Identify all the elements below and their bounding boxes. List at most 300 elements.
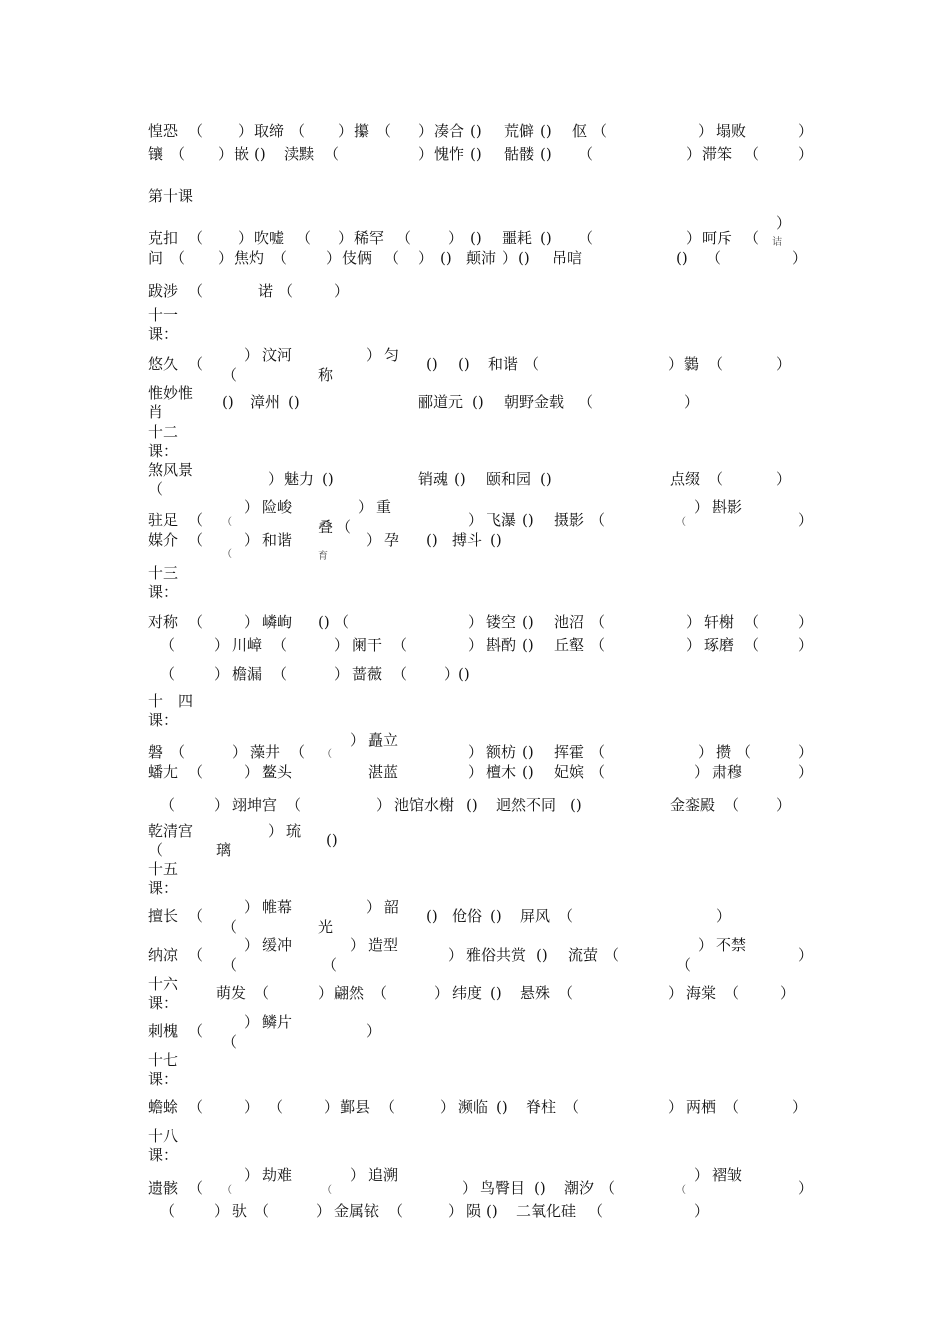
open-paren: （: [724, 984, 740, 1002]
word: 湛蓝: [368, 763, 399, 781]
close-paren: ）: [366, 1022, 382, 1040]
close-paren: ）: [468, 743, 484, 761]
word: 镂空: [486, 613, 517, 631]
close-paren: ）: [434, 984, 450, 1002]
word: 刺槐: [148, 1022, 179, 1040]
close-paren: ）: [798, 1179, 814, 1197]
word: 点缀: [670, 470, 701, 488]
word: 焦灼: [234, 249, 265, 267]
open-paren: （: [278, 282, 294, 300]
open-paren: （: [524, 355, 540, 373]
close-paren: ）: [798, 613, 814, 631]
open-paren: （: [384, 249, 400, 267]
paren-pair: (): [426, 907, 438, 925]
open-paren-fragment: （: [676, 1185, 686, 1196]
word: 檐漏: [232, 665, 263, 683]
word: 吊唁: [552, 249, 583, 267]
open-paren: （: [372, 984, 388, 1002]
paren-pair: (): [536, 946, 548, 964]
word: 颐和园: [486, 470, 532, 488]
open-paren: （: [736, 743, 752, 761]
open-paren: （: [706, 249, 722, 267]
close-paren: ）: [776, 355, 792, 373]
open-paren: （: [188, 511, 204, 529]
open-paren: （: [272, 249, 288, 267]
word: 郦道元: [418, 393, 464, 411]
open-paren: （: [188, 1022, 204, 1040]
word: 蟠尢: [148, 763, 179, 781]
close-paren: ）: [366, 531, 382, 549]
word: 屏风: [520, 907, 551, 925]
paren-pair: (): [466, 796, 478, 814]
close-paren: ）: [798, 743, 814, 761]
word: 池馆水榭: [394, 796, 455, 814]
word: 滞笨: [702, 145, 733, 163]
word: 斟酌: [486, 636, 517, 654]
word: 琉: [286, 822, 302, 840]
word: 对称: [148, 613, 179, 631]
open-paren: （: [588, 1202, 604, 1220]
paren-pair: (): [522, 743, 534, 761]
open-paren: （: [590, 511, 606, 529]
word: 轩榭: [704, 613, 735, 631]
close-paren: ）: [218, 249, 234, 267]
word: 肖: [148, 403, 164, 421]
word: 魅力: [284, 470, 315, 488]
close-paren: ）: [244, 898, 260, 916]
word: 脊柱: [526, 1098, 557, 1116]
open-paren: （: [160, 1202, 176, 1220]
open-paren: （: [254, 984, 270, 1002]
close-paren: ）: [326, 249, 342, 267]
paren-pair: (): [676, 249, 688, 267]
word: 重: [376, 498, 392, 516]
open-paren: （: [188, 531, 204, 549]
word-fragment: 育: [318, 551, 328, 562]
paren-pair: (): [454, 470, 466, 488]
close-paren: ）: [792, 249, 808, 267]
word: 诺: [258, 282, 274, 300]
open-paren: （: [388, 1202, 404, 1220]
word: 跋涉: [148, 282, 179, 300]
word: 凑合: [434, 122, 465, 140]
open-paren: （: [188, 1179, 204, 1197]
word: 光: [318, 918, 334, 936]
word: 伎俩: [342, 249, 373, 267]
word: 噩耗: [502, 229, 533, 247]
close-paren: ）: [694, 1166, 710, 1184]
paren-pair: (): [570, 796, 582, 814]
word: 藻井: [250, 743, 281, 761]
close-paren: ）: [684, 393, 700, 411]
word: 纳凉: [148, 946, 179, 964]
paren-pair: (): [426, 355, 438, 373]
close-paren: ）: [798, 122, 814, 140]
close-paren: ）: [448, 229, 464, 247]
open-paren: （: [148, 480, 164, 498]
open-paren: （: [590, 763, 606, 781]
word: 劫难: [262, 1166, 293, 1184]
word: 克扣: [148, 229, 179, 247]
close-paren: ）: [698, 936, 714, 954]
word: 漳州: [250, 393, 281, 411]
paren-pair: (): [490, 531, 502, 549]
paren-pair: (): [540, 145, 552, 163]
open-paren: （: [188, 229, 204, 247]
word: 乾清宫: [148, 822, 194, 840]
close-paren: ）: [798, 946, 814, 964]
word: 濒临: [458, 1098, 489, 1116]
close-paren: ）: [338, 122, 354, 140]
close-paren: ）: [244, 936, 260, 954]
word: 嶙峋: [262, 613, 293, 631]
word: 肃穆: [712, 763, 743, 781]
open-paren: （: [148, 841, 164, 859]
word: 愧怍: [434, 145, 465, 163]
close-paren: ）: [244, 1098, 260, 1116]
close-paren: ）: [350, 936, 366, 954]
word: 驻足: [148, 511, 179, 529]
word: 潮汐: [564, 1179, 595, 1197]
open-paren: （: [592, 122, 608, 140]
open-paren: （: [590, 613, 606, 631]
close-paren: ）: [334, 282, 350, 300]
word: 煞风景: [148, 461, 194, 479]
word: 伛: [572, 122, 588, 140]
open-paren: （: [392, 665, 408, 683]
open-paren: （: [188, 1098, 204, 1116]
word: 金銮殿: [670, 796, 716, 814]
close-paren: ）: [244, 613, 260, 631]
word: 鳞片: [262, 1013, 293, 1031]
open-paren-fragment: （: [322, 1185, 332, 1196]
word: 蟾蜍: [148, 1098, 179, 1116]
paren-pair: (): [486, 1202, 498, 1220]
open-paren: （: [170, 249, 186, 267]
open-paren: （: [188, 355, 204, 373]
paren-pair: (): [540, 470, 552, 488]
word: 海棠: [686, 984, 717, 1002]
open-paren: （: [160, 796, 176, 814]
paren-pair: (): [458, 355, 470, 373]
open-paren: （: [290, 743, 306, 761]
close-paren: ）: [268, 822, 284, 840]
close-paren: ）: [338, 229, 354, 247]
word-fragment: 诘: [772, 237, 782, 248]
open-paren: （: [724, 1098, 740, 1116]
paren-pair: (): [522, 763, 534, 781]
word: 遗骸: [148, 1179, 179, 1197]
close-paren: ）: [686, 229, 702, 247]
paren-pair: (): [518, 249, 530, 267]
open-paren: （: [590, 743, 606, 761]
paren-pair: (): [522, 636, 534, 654]
open-paren: （: [558, 907, 574, 925]
close-paren: ）: [668, 1098, 684, 1116]
word: 攒: [716, 743, 732, 761]
word: 鸏: [684, 355, 700, 373]
close-paren: ）: [698, 122, 714, 140]
paren-pair: (): [522, 613, 534, 631]
word: 丘壑: [554, 636, 585, 654]
paren-pair: (): [496, 1098, 508, 1116]
word: 雅俗共赏: [466, 946, 527, 964]
open-paren: （: [744, 145, 760, 163]
word: 渎黩: [284, 145, 315, 163]
paren-pair: (): [318, 613, 330, 631]
close-paren: ）: [318, 984, 334, 1002]
word: 摄影: [554, 511, 585, 529]
close-paren: ）: [238, 229, 254, 247]
close-paren: ）: [244, 1013, 260, 1031]
open-paren: （: [744, 636, 760, 654]
close-paren: ）: [244, 1166, 260, 1184]
open-paren: （: [564, 1098, 580, 1116]
open-paren: （: [272, 665, 288, 683]
word: 镶: [148, 145, 164, 163]
close-paren: ）: [316, 1202, 332, 1220]
word: 池沼: [554, 613, 585, 631]
paren-pair: (): [254, 145, 266, 163]
close-paren: ）: [694, 763, 710, 781]
open-paren: （: [676, 956, 692, 974]
word: 翩然: [334, 984, 365, 1002]
word: 鄞县: [340, 1098, 371, 1116]
paren-pair: (): [322, 470, 334, 488]
close-paren: ）: [668, 355, 684, 373]
word: 磐: [148, 743, 164, 761]
open-paren: （: [188, 282, 204, 300]
close-paren: ）: [448, 1202, 464, 1220]
word: 翊坤宫: [232, 796, 278, 814]
word: 孕: [384, 531, 400, 549]
word: 媒介: [148, 531, 179, 549]
open-paren: （: [222, 918, 238, 936]
close-paren: ）: [444, 665, 460, 683]
paren-pair: (): [326, 831, 338, 849]
word: 颠沛: [466, 249, 497, 267]
open-paren: （: [322, 956, 338, 974]
word: 阑干: [352, 636, 383, 654]
close-paren: ）: [238, 122, 254, 140]
close-paren: ）: [244, 763, 260, 781]
close-paren: ）: [694, 498, 710, 516]
open-paren-fragment: （: [222, 549, 232, 560]
close-paren: ）: [686, 636, 702, 654]
section-heading: 十五课：: [148, 860, 179, 897]
word: 问: [148, 249, 164, 267]
open-paren: （: [160, 665, 176, 683]
paren-pair: (): [534, 1179, 546, 1197]
word: 搏斗: [452, 531, 483, 549]
section-heading: 第十课: [148, 187, 194, 205]
open-paren: （: [188, 613, 204, 631]
section-heading: 十六课：: [148, 975, 179, 1012]
close-paren: ）: [244, 346, 260, 364]
open-paren: （: [290, 122, 306, 140]
word: 匀: [384, 346, 400, 364]
open-paren-fragment: （: [322, 749, 332, 760]
close-paren: ）: [350, 731, 366, 749]
section-heading: 十八课：: [148, 1127, 179, 1164]
word: 帷幕: [262, 898, 293, 916]
word: 惟妙惟: [148, 384, 194, 402]
close-paren: ）: [694, 1202, 710, 1220]
close-paren: ）: [232, 743, 248, 761]
word: 璃: [216, 841, 232, 859]
section-heading: 十三课：: [148, 564, 179, 601]
word: 悠久: [148, 355, 179, 373]
word: 擅长: [148, 907, 179, 925]
close-paren: ）: [686, 613, 702, 631]
close-paren: ）: [686, 145, 702, 163]
close-paren: ）: [214, 796, 230, 814]
word: 险峻: [262, 498, 293, 516]
close-paren: ）: [334, 636, 350, 654]
section-heading: 十 四课：: [148, 692, 194, 729]
open-paren: （: [222, 366, 238, 384]
section-heading: 十一课：: [148, 306, 179, 343]
word: 呵斥: [702, 229, 733, 247]
open-paren: （: [222, 1033, 238, 1051]
paren-pair: (): [470, 229, 482, 247]
word: 矗立: [368, 731, 399, 749]
word: 吹嘘: [254, 229, 285, 247]
word: 陨: [466, 1202, 482, 1220]
word: 追溯: [368, 1166, 399, 1184]
paren-pair: (): [490, 907, 502, 925]
close-paren: ）: [502, 249, 518, 267]
word: 两栖: [686, 1098, 717, 1116]
paren-pair: (): [222, 393, 234, 411]
close-paren: ）: [468, 511, 484, 529]
word: 和谐: [488, 355, 519, 373]
close-paren: ）: [244, 531, 260, 549]
close-paren: ）: [776, 470, 792, 488]
open-paren: （: [268, 1098, 284, 1116]
word: 叠: [318, 518, 334, 536]
close-paren: ）: [334, 665, 350, 683]
open-paren: （: [336, 518, 352, 536]
close-paren: ）: [798, 636, 814, 654]
open-paren: （: [590, 636, 606, 654]
open-paren: （: [380, 1098, 396, 1116]
open-paren-fragment: （: [222, 1185, 232, 1196]
word: 纬度: [452, 984, 483, 1002]
word: 二氧化硅: [516, 1202, 577, 1220]
word: 斟影: [712, 498, 743, 516]
open-paren: （: [558, 984, 574, 1002]
word: 琢磨: [704, 636, 735, 654]
open-paren: （: [578, 145, 594, 163]
paren-pair: (): [540, 122, 552, 140]
word: 萌发: [216, 984, 247, 1002]
close-paren: ）: [780, 984, 796, 1002]
word: 伧俗: [452, 907, 483, 925]
word: 挥霍: [554, 743, 585, 761]
word: 和谐: [262, 531, 293, 549]
open-paren: （: [376, 122, 392, 140]
close-paren: ）: [798, 145, 814, 163]
open-paren: （: [170, 743, 186, 761]
close-paren: ）: [468, 763, 484, 781]
word: 悬殊: [520, 984, 551, 1002]
word: 金属铱: [334, 1202, 380, 1220]
open-paren: （: [160, 636, 176, 654]
close-paren: ）: [448, 946, 464, 964]
close-paren: ）: [468, 613, 484, 631]
word: 鳌头: [262, 763, 293, 781]
open-paren: （: [188, 946, 204, 964]
paren-pair: (): [472, 393, 484, 411]
close-paren: ）: [244, 498, 260, 516]
paren-pair: (): [522, 511, 534, 529]
word: 蔷薇: [352, 665, 383, 683]
open-paren: （: [724, 796, 740, 814]
open-paren: （: [296, 229, 312, 247]
word: 塌败: [716, 122, 747, 140]
word: 销魂: [418, 470, 449, 488]
open-paren: （: [708, 470, 724, 488]
word: 韶: [384, 898, 400, 916]
open-paren: （: [188, 122, 204, 140]
word: 迥然不同: [496, 796, 557, 814]
word: 飞瀑: [486, 511, 517, 529]
word: 朝野金载: [504, 393, 565, 411]
open-paren: （: [334, 613, 350, 631]
open-paren: （: [578, 393, 594, 411]
close-paren: ）: [324, 1098, 340, 1116]
open-paren: （: [188, 763, 204, 781]
close-paren: ）: [350, 1166, 366, 1184]
word: 荒僻: [504, 122, 535, 140]
paren-pair: (): [470, 122, 482, 140]
open-paren: （: [744, 229, 760, 247]
word: 额枋: [486, 743, 517, 761]
paren-pair: (): [440, 249, 452, 267]
close-paren: ）: [418, 145, 434, 163]
close-paren: ）: [358, 498, 374, 516]
word: 惶恐: [148, 122, 179, 140]
open-paren-fragment: （: [676, 517, 686, 528]
paren-pair: (): [288, 393, 300, 411]
word: 嵌: [234, 145, 250, 163]
open-paren: （: [392, 636, 408, 654]
open-paren: （: [578, 229, 594, 247]
open-paren-fragment: （: [222, 517, 232, 528]
close-paren: ）: [716, 907, 732, 925]
close-paren: ）: [214, 1202, 230, 1220]
close-paren: ）: [214, 665, 230, 683]
word: 造型: [368, 936, 399, 954]
close-paren: ）: [462, 1179, 478, 1197]
paren-pair: (): [470, 145, 482, 163]
word: 汶河: [262, 346, 293, 364]
open-paren: （: [254, 1202, 270, 1220]
close-paren: ）: [366, 346, 382, 364]
word: 檀木: [486, 763, 517, 781]
close-paren: ）: [218, 145, 234, 163]
close-paren: ）: [798, 763, 814, 781]
open-paren: （: [222, 956, 238, 974]
section-heading: 十七课：: [148, 1051, 179, 1088]
paren-pair: (): [540, 229, 552, 247]
close-paren: ）: [440, 1098, 456, 1116]
close-paren: ）: [792, 1098, 808, 1116]
close-paren: ）: [418, 249, 434, 267]
open-paren: （: [324, 145, 340, 163]
word: 称: [318, 366, 334, 384]
